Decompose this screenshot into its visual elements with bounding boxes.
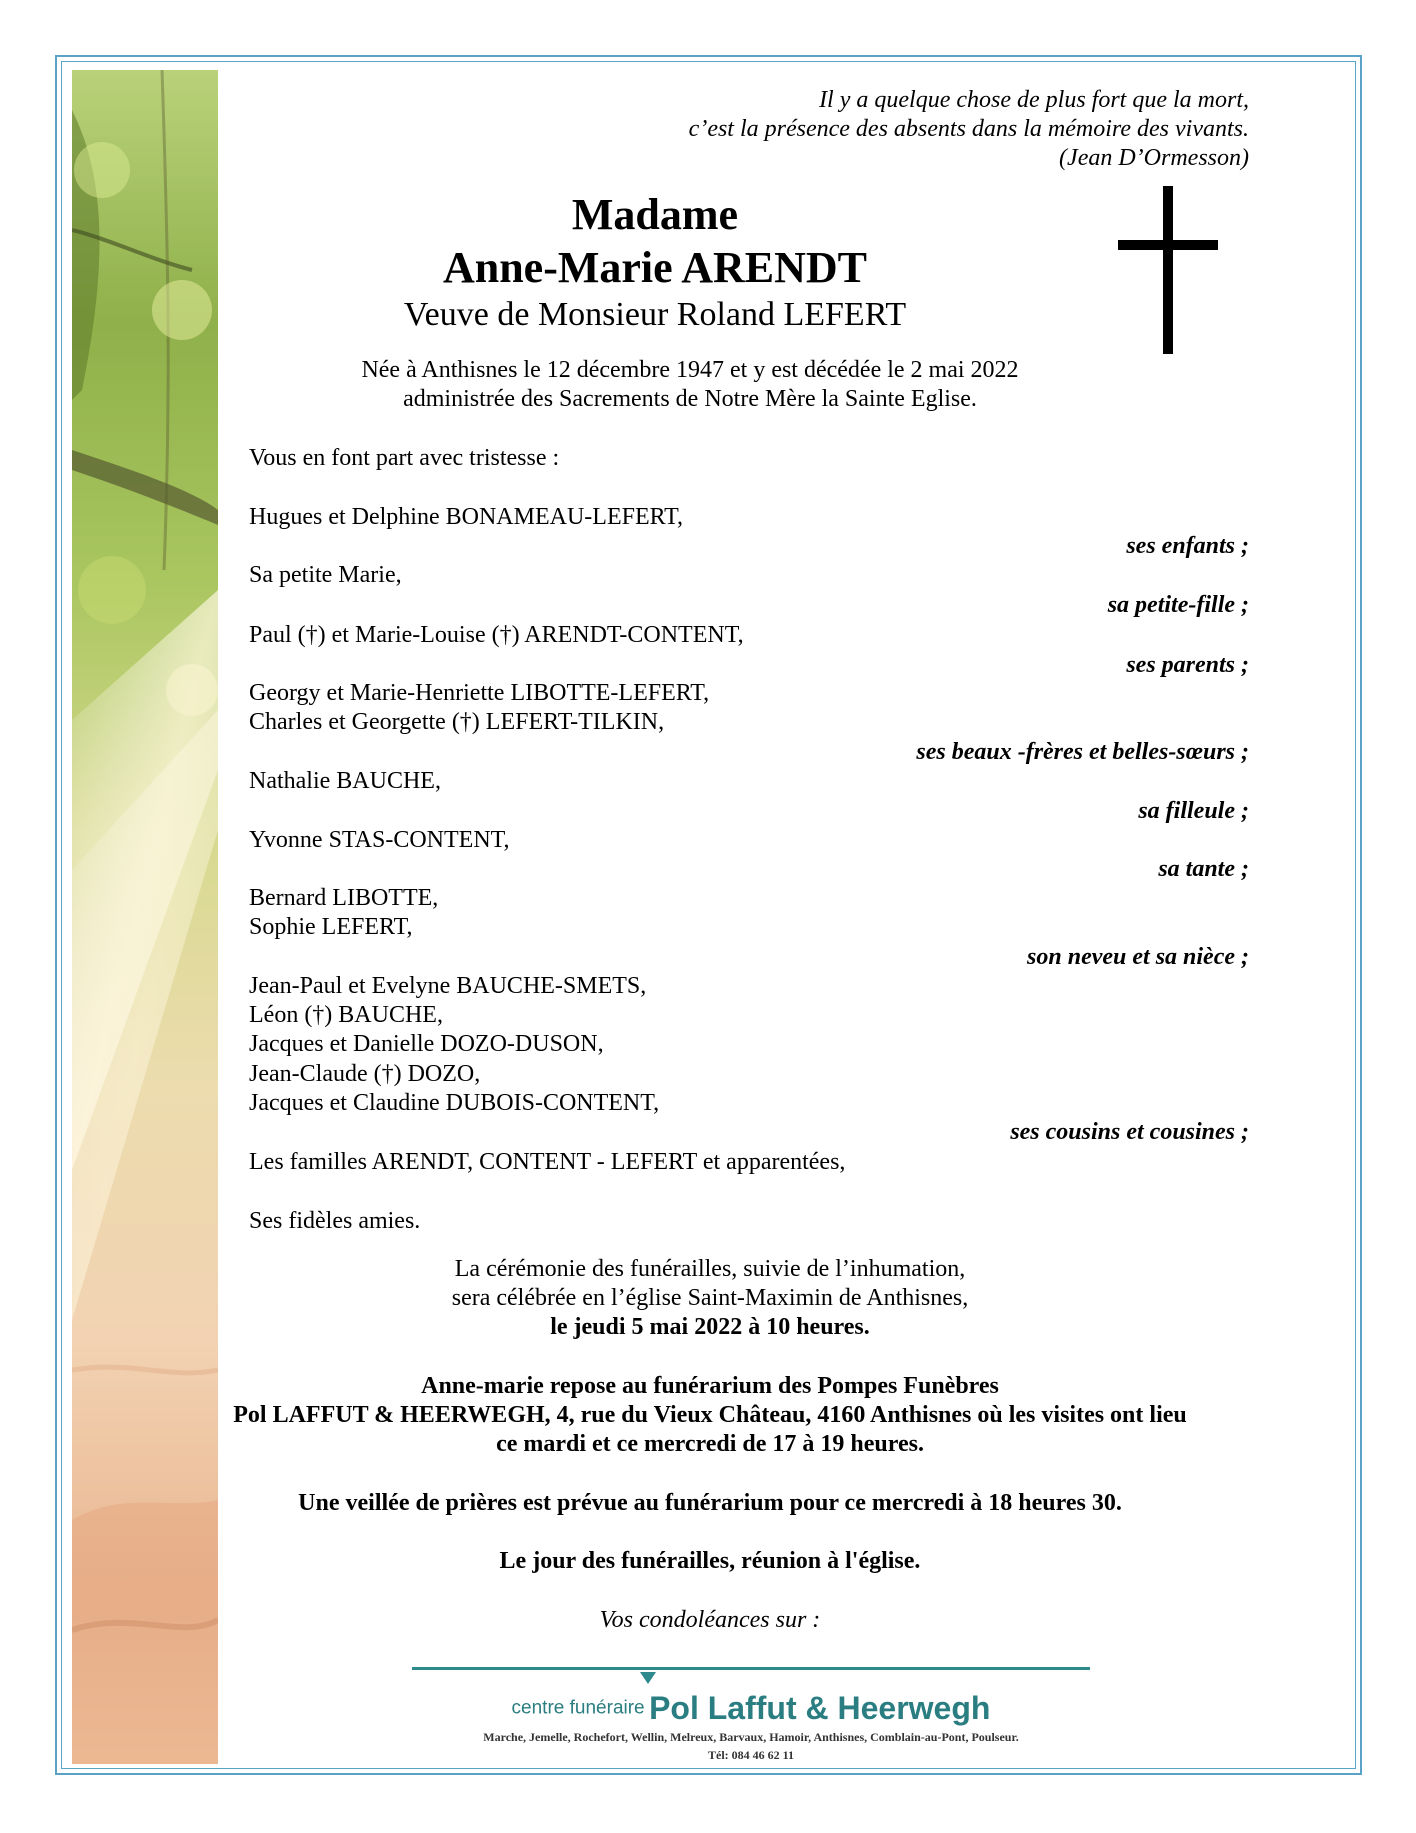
role-parents: ses parents ; xyxy=(1126,652,1249,678)
role-nephew-niece: son neveu et sa nièce ; xyxy=(1027,944,1249,970)
mourner-cousin-2: Léon (†) BAUCHE, xyxy=(249,1002,443,1028)
mourner-parents: Paul (†) et Marie-Louise (†) ARENDT-CONTENT, xyxy=(249,622,744,648)
mourner-inlaws-1: Georgy et Marie-Henriette LIBOTTE-LEFERT, xyxy=(249,680,710,706)
mourner-nephew: Bernard LIBOTTE, xyxy=(249,885,439,911)
mourner-aunt: Yvonne STAS-CONTENT, xyxy=(249,827,510,853)
repose-line-2: Pol LAFFUT & HEERWEGH, 4, rue du Vieux Château, 4160 Anthisnes où les visites ont lieu xyxy=(233,1402,1187,1428)
role-aunt: sa tante ; xyxy=(1158,856,1249,882)
condolences-label: Vos condoléances sur : xyxy=(599,1607,821,1633)
vigil-line: Une veillée de prières est prévue au funérarium pour ce mercredi à 18 heures 30. xyxy=(298,1490,1122,1516)
role-cousins: ses cousins et cousines ; xyxy=(1010,1119,1249,1145)
mourner-children: Hugues et Delphine BONAMEAU-LEFERT, xyxy=(249,504,684,530)
footer-rule xyxy=(412,1667,1090,1670)
footer-phone: Tél: 084 46 62 11 xyxy=(708,1748,794,1762)
quote-line-2: c’est la présence des absents dans la mémoire des vivants. xyxy=(688,116,1249,142)
footer-locations: Marche, Jemelle, Rochefort, Wellin, Melreux, Barvaux, Hamoir, Anthisnes, Comblain-au-Pont, Poulseur. xyxy=(483,1730,1019,1744)
cross-icon xyxy=(1118,186,1218,354)
footer-prefix: centre funéraire xyxy=(511,1697,645,1719)
role-goddaughter: sa filleule ; xyxy=(1138,798,1249,824)
mourner-families: Les familles ARENDT, CONTENT - LEFERT et apparentées, xyxy=(249,1149,846,1175)
funeral-home-logo[interactable] xyxy=(412,1690,1090,1727)
mourner-inlaws-2: Charles et Georgette (†) LEFERT-TILKIN, xyxy=(249,709,665,735)
mourner-cousin-5: Jacques et Claudine DUBOIS-CONTENT, xyxy=(249,1090,660,1116)
ceremony-line-2: sera célébrée en l’église Saint-Maximin de Anthisnes, xyxy=(451,1285,969,1311)
role-granddaughter: sa petite-fille ; xyxy=(1107,592,1249,618)
birth-death-line: Née à Anthisnes le 12 décembre 1947 et y est décédée le 2 mai 2022 xyxy=(361,357,1019,383)
role-children: ses enfants ; xyxy=(1126,533,1249,559)
deceased-name: Anne-Marie ARENDT xyxy=(442,243,868,292)
quote-block xyxy=(549,86,1249,173)
sacraments-line: administrée des Sacrements de Notre Mère la Sainte Eglise. xyxy=(403,386,977,412)
repose-line-1: Anne-marie repose au funérarium des Pompes Funèbres xyxy=(421,1373,999,1399)
mourner-niece: Sophie LEFERT, xyxy=(249,914,413,940)
mourner-cousin-4: Jean-Claude (†) DOZO, xyxy=(249,1061,481,1087)
mourner-cousin-3: Jacques et Danielle DOZO-DUSON, xyxy=(249,1031,604,1057)
quote-line-1: Il y a quelque chose de plus fort que la mort, xyxy=(819,87,1249,113)
intro-text: Vous en font part avec tristesse : xyxy=(249,445,560,471)
mourner-cousin-1: Jean-Paul et Evelyne BAUCHE-SMETS, xyxy=(249,973,647,999)
repose-line-3: ce mardi et ce mercredi de 17 à 19 heures. xyxy=(496,1431,924,1457)
role-inlaws: ses beaux -frères et belles-sœurs ; xyxy=(916,739,1249,765)
footer-marker-icon xyxy=(640,1672,656,1684)
footer-brand-name: Pol Laffut & Heerwegh xyxy=(649,1690,991,1726)
meeting-line: Le jour des funérailles, réunion à l'église. xyxy=(499,1548,921,1574)
widow-of: Veuve de Monsieur Roland LEFERT xyxy=(403,296,907,333)
deceased-title: Madame xyxy=(571,190,739,239)
ceremony-date: le jeudi 5 mai 2022 à 10 heures. xyxy=(550,1314,870,1340)
forest-path-photo xyxy=(72,70,218,1764)
ceremony-line-1: La cérémonie des funérailles, suivie de l’inhumation, xyxy=(454,1256,966,1282)
quote-author: (Jean D’Ormesson) xyxy=(1059,145,1249,171)
mourner-granddaughter: Sa petite Marie, xyxy=(249,562,402,588)
mourner-friends: Ses fidèles amies. xyxy=(249,1208,421,1234)
mourner-goddaughter: Nathalie BAUCHE, xyxy=(249,768,441,794)
